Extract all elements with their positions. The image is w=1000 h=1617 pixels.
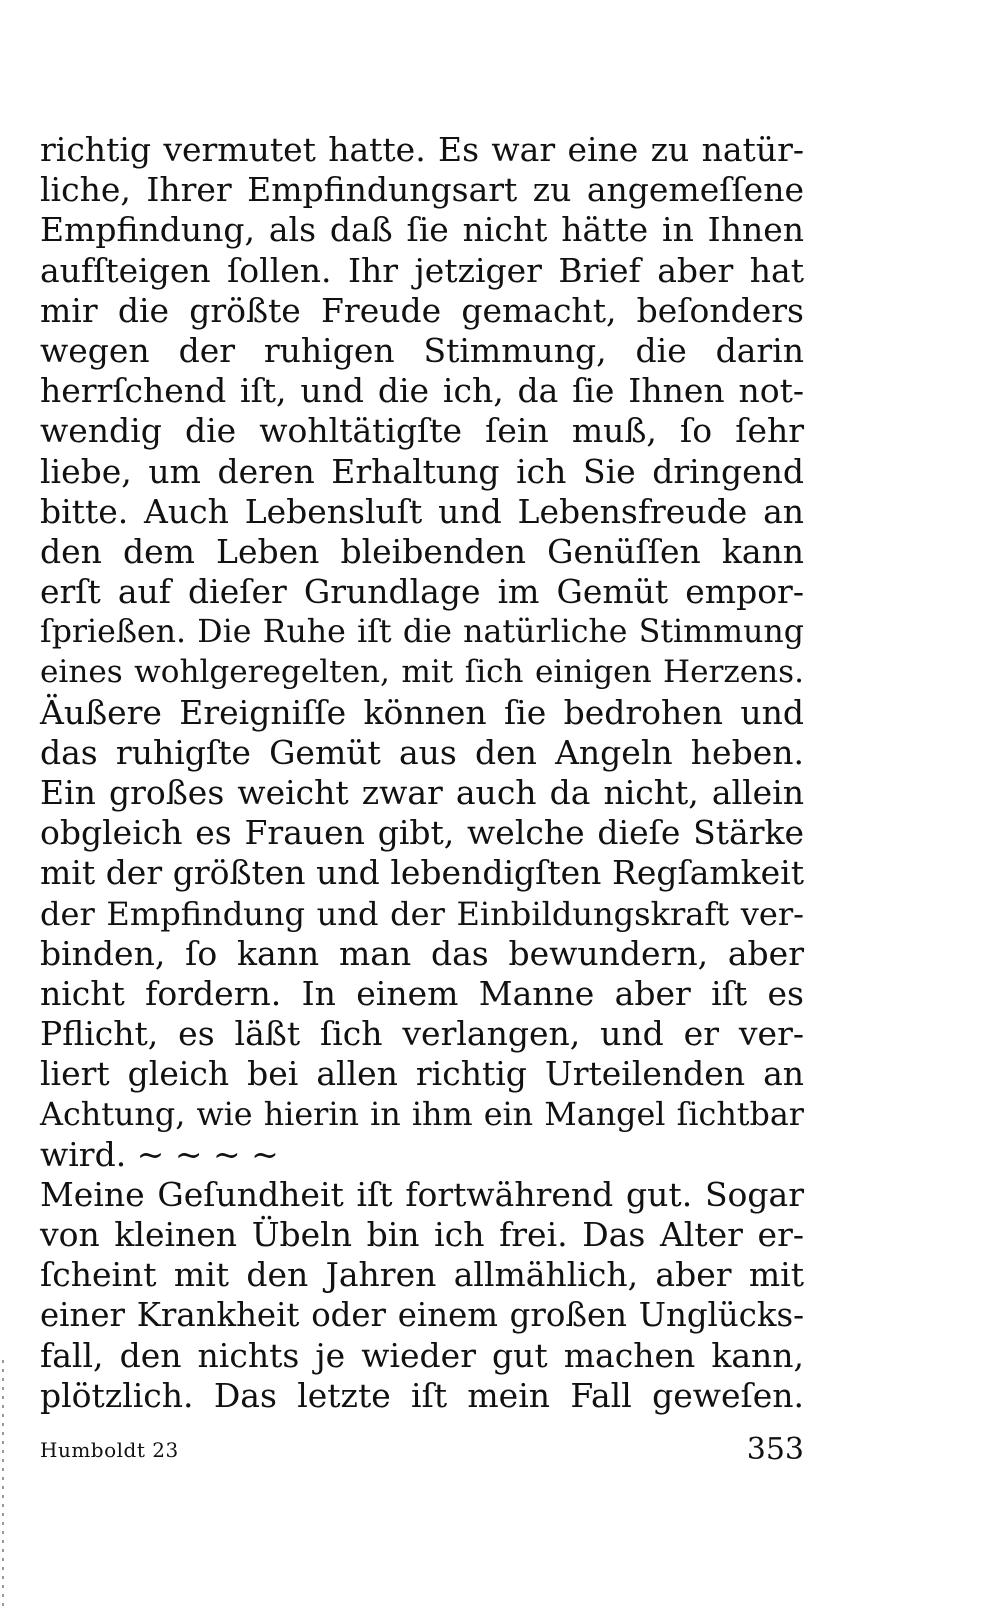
text-line: Ein großes weicht zwar auch da nicht, allein: [40, 773, 804, 812]
text-line: Empfindung, als daß ſie nicht hätte in Ihnen: [40, 210, 804, 250]
text-line: wird. ~ ~ ~ ~: [40, 1134, 279, 1174]
text-line: der Empfindung und der Einbildungskraft ver-: [40, 894, 804, 933]
text-line: erſt auf dieſer Grundlage im Gemüt empor-: [40, 572, 804, 612]
text-line: Pflicht, es läßt ſich verlangen, und er ver-: [40, 1014, 804, 1054]
text-line: den dem Leben bleibenden Genüſſen kann: [40, 531, 804, 571]
text-line: wegen der ruhigen Stimmung, die darin: [40, 330, 804, 370]
text-line: Meine Geſundheit iſt fortwährend gut. Sogar: [40, 1174, 804, 1214]
printer-signature: Humboldt 23: [40, 1438, 179, 1462]
text-line: einer Krankheit oder einem großen Unglücks-: [40, 1296, 804, 1335]
text-line: binden, ſo kann man das bewundern, aber: [40, 933, 804, 973]
text-line: von kleinen Übeln bin ich frei. Das Alter er-: [40, 1215, 804, 1255]
text-line: aufſteigen ſollen. Ihr jetziger Brief aber hat: [40, 250, 804, 290]
text-line: wendig die wohltätigſte ſein muß, ſo ſehr: [40, 411, 804, 451]
text-line: nicht fordern. In einem Manne aber iſt es: [40, 973, 804, 1013]
text-line: obgleich es Frauen gibt, welche dieſe Stärke: [40, 813, 804, 853]
text-line: plötzlich. Das letzte iſt mein Fall geweſen.: [40, 1375, 804, 1415]
text-line: Äußere Ereigniſſe können ſie bedrohen und: [40, 692, 804, 732]
text-line: Achtung, wie hierin in ihm ein Mangel ſichtbar: [40, 1096, 804, 1133]
text-line: das ruhigſte Gemüt aus den Angeln heben.: [40, 732, 804, 772]
text-line: liert gleich bei allen richtig Urteilenden an: [40, 1054, 804, 1094]
text-line: ſprießen. Die Ruhe iſt die natürliche Stimmung: [40, 614, 804, 651]
page-footer: [40, 1432, 804, 1466]
text-line: liche, Ihrer Empfindungsart zu angemeſſene: [40, 170, 804, 210]
text-line: mit der größten und lebendigſten Regſamkeit: [40, 853, 804, 893]
text-line: fall, den nichts je wieder gut machen kann,: [40, 1335, 804, 1375]
text-line: ſcheint mit den Jahren allmählich, aber mit: [40, 1255, 804, 1295]
text-line: herrſchend iſt, und die ich, da ſie Ihnen not-: [40, 371, 804, 411]
body-text: [40, 130, 804, 1416]
text-line: richtig vermutet hatte. Es war eine zu natür-: [40, 130, 804, 169]
text-line: mir die größte Freude gemacht, beſonders: [40, 290, 804, 330]
page-number: 353: [746, 1432, 804, 1467]
scan-edge-mark: [2, 1360, 4, 1610]
text-line: eines wohlgeregelten, mit ſich einigen Herzens.: [40, 654, 804, 691]
text-line: liebe, um deren Erhaltung ich Sie dringend: [40, 451, 804, 491]
text-line: bitte. Auch Lebensluſt und Lebensfreude an: [40, 491, 804, 531]
